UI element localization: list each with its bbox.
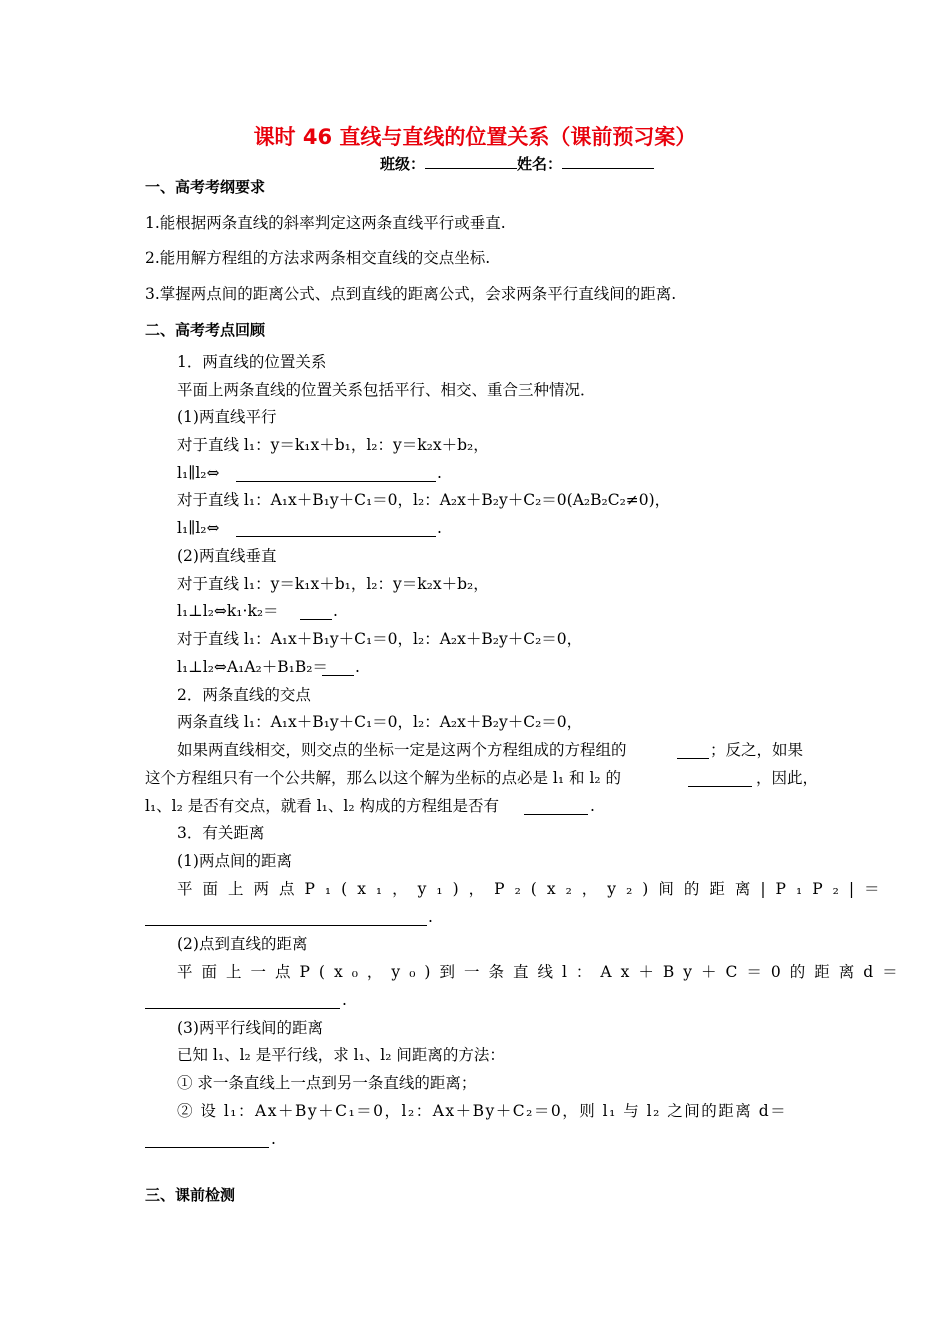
text-line: 如果两直线相交，则交点的坐标一定是这两个方程组成的方程组的 (177, 741, 627, 759)
subheading-parallel: (1)两直线平行 (177, 408, 277, 426)
period: . (437, 464, 442, 482)
period: . (333, 602, 338, 620)
answer-blank[interactable] (145, 925, 427, 926)
answer-blank[interactable] (236, 481, 436, 482)
text-line: ；反之，如果 (710, 741, 804, 759)
text-line: l₁∥l₂⇔ (177, 519, 220, 537)
text-line: 对于直线 l₁：A₁x＋B₁y＋C₁＝0，l₂：A₂x＋B₂y＋C₂＝0， (177, 630, 583, 648)
text-line: 平面上一点P(x₀，y₀)到一条直线l：Ax＋By＋C＝0的距离d＝ (177, 963, 907, 981)
answer-blank[interactable] (524, 814, 588, 815)
answer-blank[interactable] (688, 786, 752, 787)
method-item: ② 设 l₁：Ax＋By＋C₁＝0，l₂：Ax＋By＋C₂＝0，则 l₁ 与 l₂ 之间的距离 d＝ (177, 1102, 788, 1120)
section-heading-review: 二、高考考点回顾 (145, 321, 266, 339)
answer-blank[interactable] (322, 675, 354, 676)
answer-blank[interactable] (145, 1147, 269, 1148)
requirement-item: 3.掌握两点间的距离公式、点到直线的距离公式，会求两条平行直线间的距离. (145, 285, 677, 303)
text-line: 这个方程组只有一个公共解，那么以这个解为坐标的点必是 l₁ 和 l₂ 的 (145, 769, 622, 787)
requirement-item: 2.能用解方程组的方法求两条相交直线的交点坐标. (145, 249, 491, 267)
class-label: 班级： (380, 155, 426, 173)
method-item: ① 求一条直线上一点到另一条直线的距离； (177, 1074, 477, 1092)
name-blank[interactable] (562, 153, 654, 169)
subheading-distance: 3．有关距离 (177, 824, 265, 842)
subheading-point-line-distance: (2)点到直线的距离 (177, 935, 308, 953)
period: . (437, 519, 442, 537)
class-blank[interactable] (425, 153, 517, 169)
text-line: 两条直线 l₁：A₁x＋B₁y＋C₁＝0，l₂：A₂x＋B₂y＋C₂＝0， (177, 713, 583, 731)
text-line: ，因此， (756, 769, 819, 787)
period: . (342, 991, 347, 1009)
text-line: l₁⊥l₂⇔A₁A₂＋B₁B₂＝ (177, 658, 328, 676)
page-title: 课时 46 直线与直线的位置关系（课前预习案） (253, 125, 697, 149)
subheading-position-relation: 1．两直线的位置关系 (177, 353, 327, 371)
text-line: 对于直线 l₁：y＝k₁x＋b₁，l₂：y＝k₂x＋b₂， (177, 575, 489, 593)
text-line: 平面上两点P₁(x₁，y₁)，P₂(x₂，y₂)间的距离|P₁P₂|＝ (177, 880, 890, 898)
subheading-perpendicular: (2)两直线垂直 (177, 547, 277, 565)
section-heading-requirements: 一、高考考纲要求 (145, 178, 266, 196)
period: . (355, 658, 360, 676)
text-line-justified (177, 962, 907, 982)
text-line: 平面上两条直线的位置关系包括平行、相交、重合三种情况． (177, 381, 596, 399)
subheading-two-point-distance: (1)两点间的距离 (177, 852, 292, 870)
subheading-parallel-line-distance: (3)两平行线间的距离 (177, 1019, 323, 1037)
text-line: 对于直线 l₁：A₁x＋B₁y＋C₁＝0，l₂：A₂x＋B₂y＋C₂＝0(A₂B₂C₂≠0)， (177, 491, 671, 509)
text-line: l₁∥l₂⇔ (177, 464, 220, 482)
subheading-intersection: 2．两条直线的交点 (177, 686, 311, 704)
class-name-fields (380, 153, 654, 174)
answer-blank[interactable] (300, 619, 332, 620)
answer-blank[interactable] (236, 536, 436, 537)
text-line-justified (177, 879, 890, 899)
answer-blank[interactable] (145, 1008, 340, 1009)
text-line: 对于直线 l₁：y＝k₁x＋b₁，l₂：y＝k₂x＋b₂， (177, 436, 489, 454)
period: . (271, 1130, 276, 1148)
period: . (590, 797, 595, 815)
name-label: 姓名： (517, 155, 563, 173)
section-heading-pretest: 三、课前检测 (145, 1186, 236, 1204)
requirement-item: 1.能根据两条直线的斜率判定这两条直线平行或垂直. (145, 214, 506, 232)
period: . (428, 908, 433, 926)
text-line: l₁、l₂ 是否有交点，就看 l₁、l₂ 构成的方程组是否有 (145, 797, 499, 815)
text-line: 已知 l₁、l₂ 是平行线，求 l₁、l₂ 间距离的方法： (177, 1046, 505, 1064)
answer-blank[interactable] (677, 758, 709, 759)
text-line: l₁⊥l₂⇔k₁·k₂＝ (177, 602, 279, 620)
